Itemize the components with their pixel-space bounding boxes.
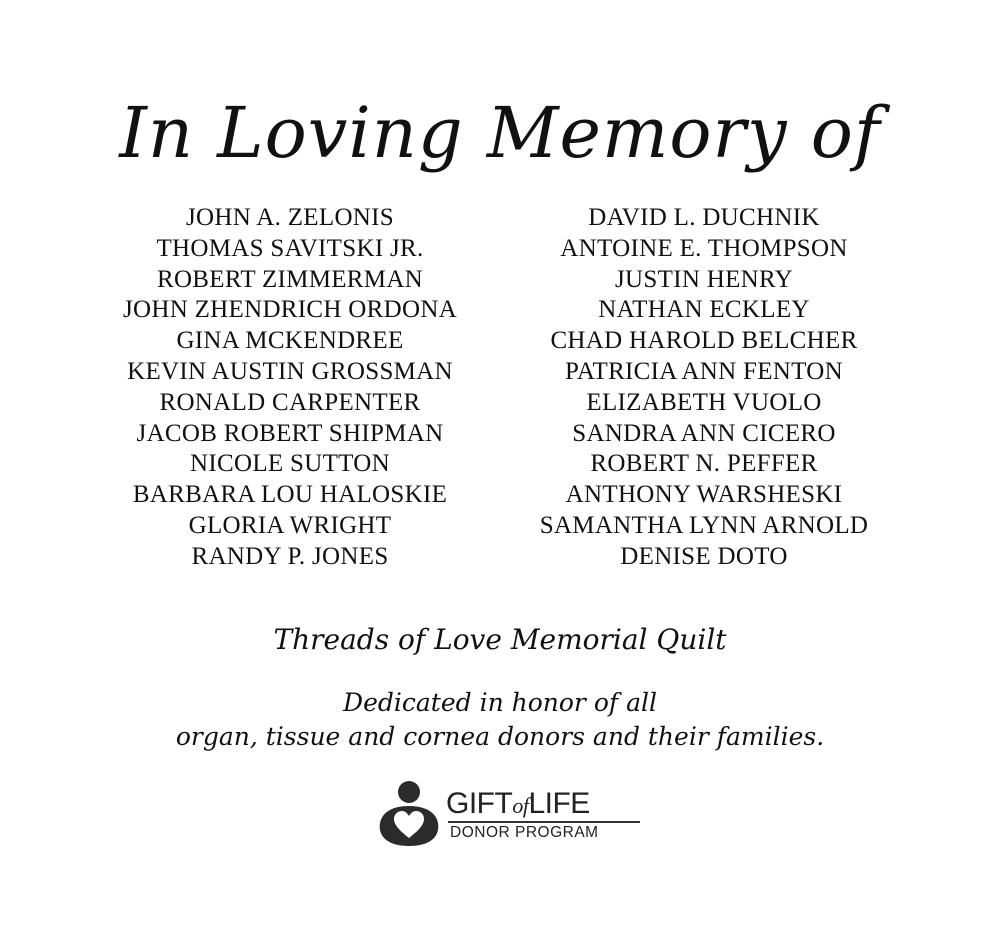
dedication-text <box>0 686 1000 754</box>
quilt-title: Threads of Love Memorial Quilt <box>273 623 727 656</box>
name-entry: JACOB ROBERT SHIPMAN <box>136 419 444 447</box>
name-entry: ANTHONY WARSHESKI <box>565 481 843 509</box>
name-entry: BARBARA LOU HALOSKIE <box>132 481 448 509</box>
logo-divider <box>448 821 640 823</box>
names-column-left <box>80 203 500 573</box>
name-entry: JUSTIN HENRY <box>615 265 793 293</box>
name-entry: KEVIN AUSTIN GROSSMAN <box>127 357 453 385</box>
heart-person-icon <box>376 778 442 848</box>
dedication-line: Dedicated in honor of all <box>343 688 657 717</box>
names-column-right <box>494 203 914 573</box>
name-entry: DAVID L. DUCHNIK <box>588 204 820 231</box>
name-entry: SAMANTHA LYNN ARNOLD <box>539 511 869 539</box>
name-entry: RONALD CARPENTER <box>159 388 421 416</box>
name-entry: NATHAN ECKLEY <box>598 296 810 324</box>
name-entry: NICOLE SUTTON <box>190 450 390 478</box>
name-entry: GLORIA WRIGHT <box>188 511 392 539</box>
dedication-line: organ, tissue and cornea donors and their families. <box>175 722 825 751</box>
gift-of-life-logo <box>376 778 646 848</box>
logo-gift: GIFT <box>446 787 513 820</box>
name-entry: THOMAS SAVITSKI JR. <box>156 234 424 262</box>
name-entry: PATRICIA ANN FENTON <box>565 357 843 385</box>
logo-wordmark <box>446 788 590 822</box>
name-entry: ANTOINE E. THOMPSON <box>560 234 848 262</box>
name-entry: RANDY P. JONES <box>191 542 389 570</box>
name-entry: ROBERT N. PEFFER <box>590 450 818 478</box>
name-entry: CHAD HAROLD BELCHER <box>550 327 858 355</box>
name-entry: ELIZABETH VUOLO <box>586 388 822 416</box>
name-entry: ROBERT ZIMMERMAN <box>156 265 424 293</box>
name-entry: DENISE DOTO <box>620 542 788 570</box>
name-entry: GINA MCKENDREE <box>176 327 404 355</box>
names-list <box>0 203 1000 583</box>
page-title: In Loving Memory of <box>119 92 881 174</box>
name-entry: JOHN A. ZELONIS <box>186 204 394 231</box>
name-entry: SANDRA ANN CICERO <box>572 419 836 447</box>
logo-life: LIFE <box>528 787 590 820</box>
name-entry: JOHN ZHENDRICH ORDONA <box>122 296 458 324</box>
logo-subtitle: DONOR PROGRAM <box>450 824 599 841</box>
logo-of: of <box>512 793 529 818</box>
